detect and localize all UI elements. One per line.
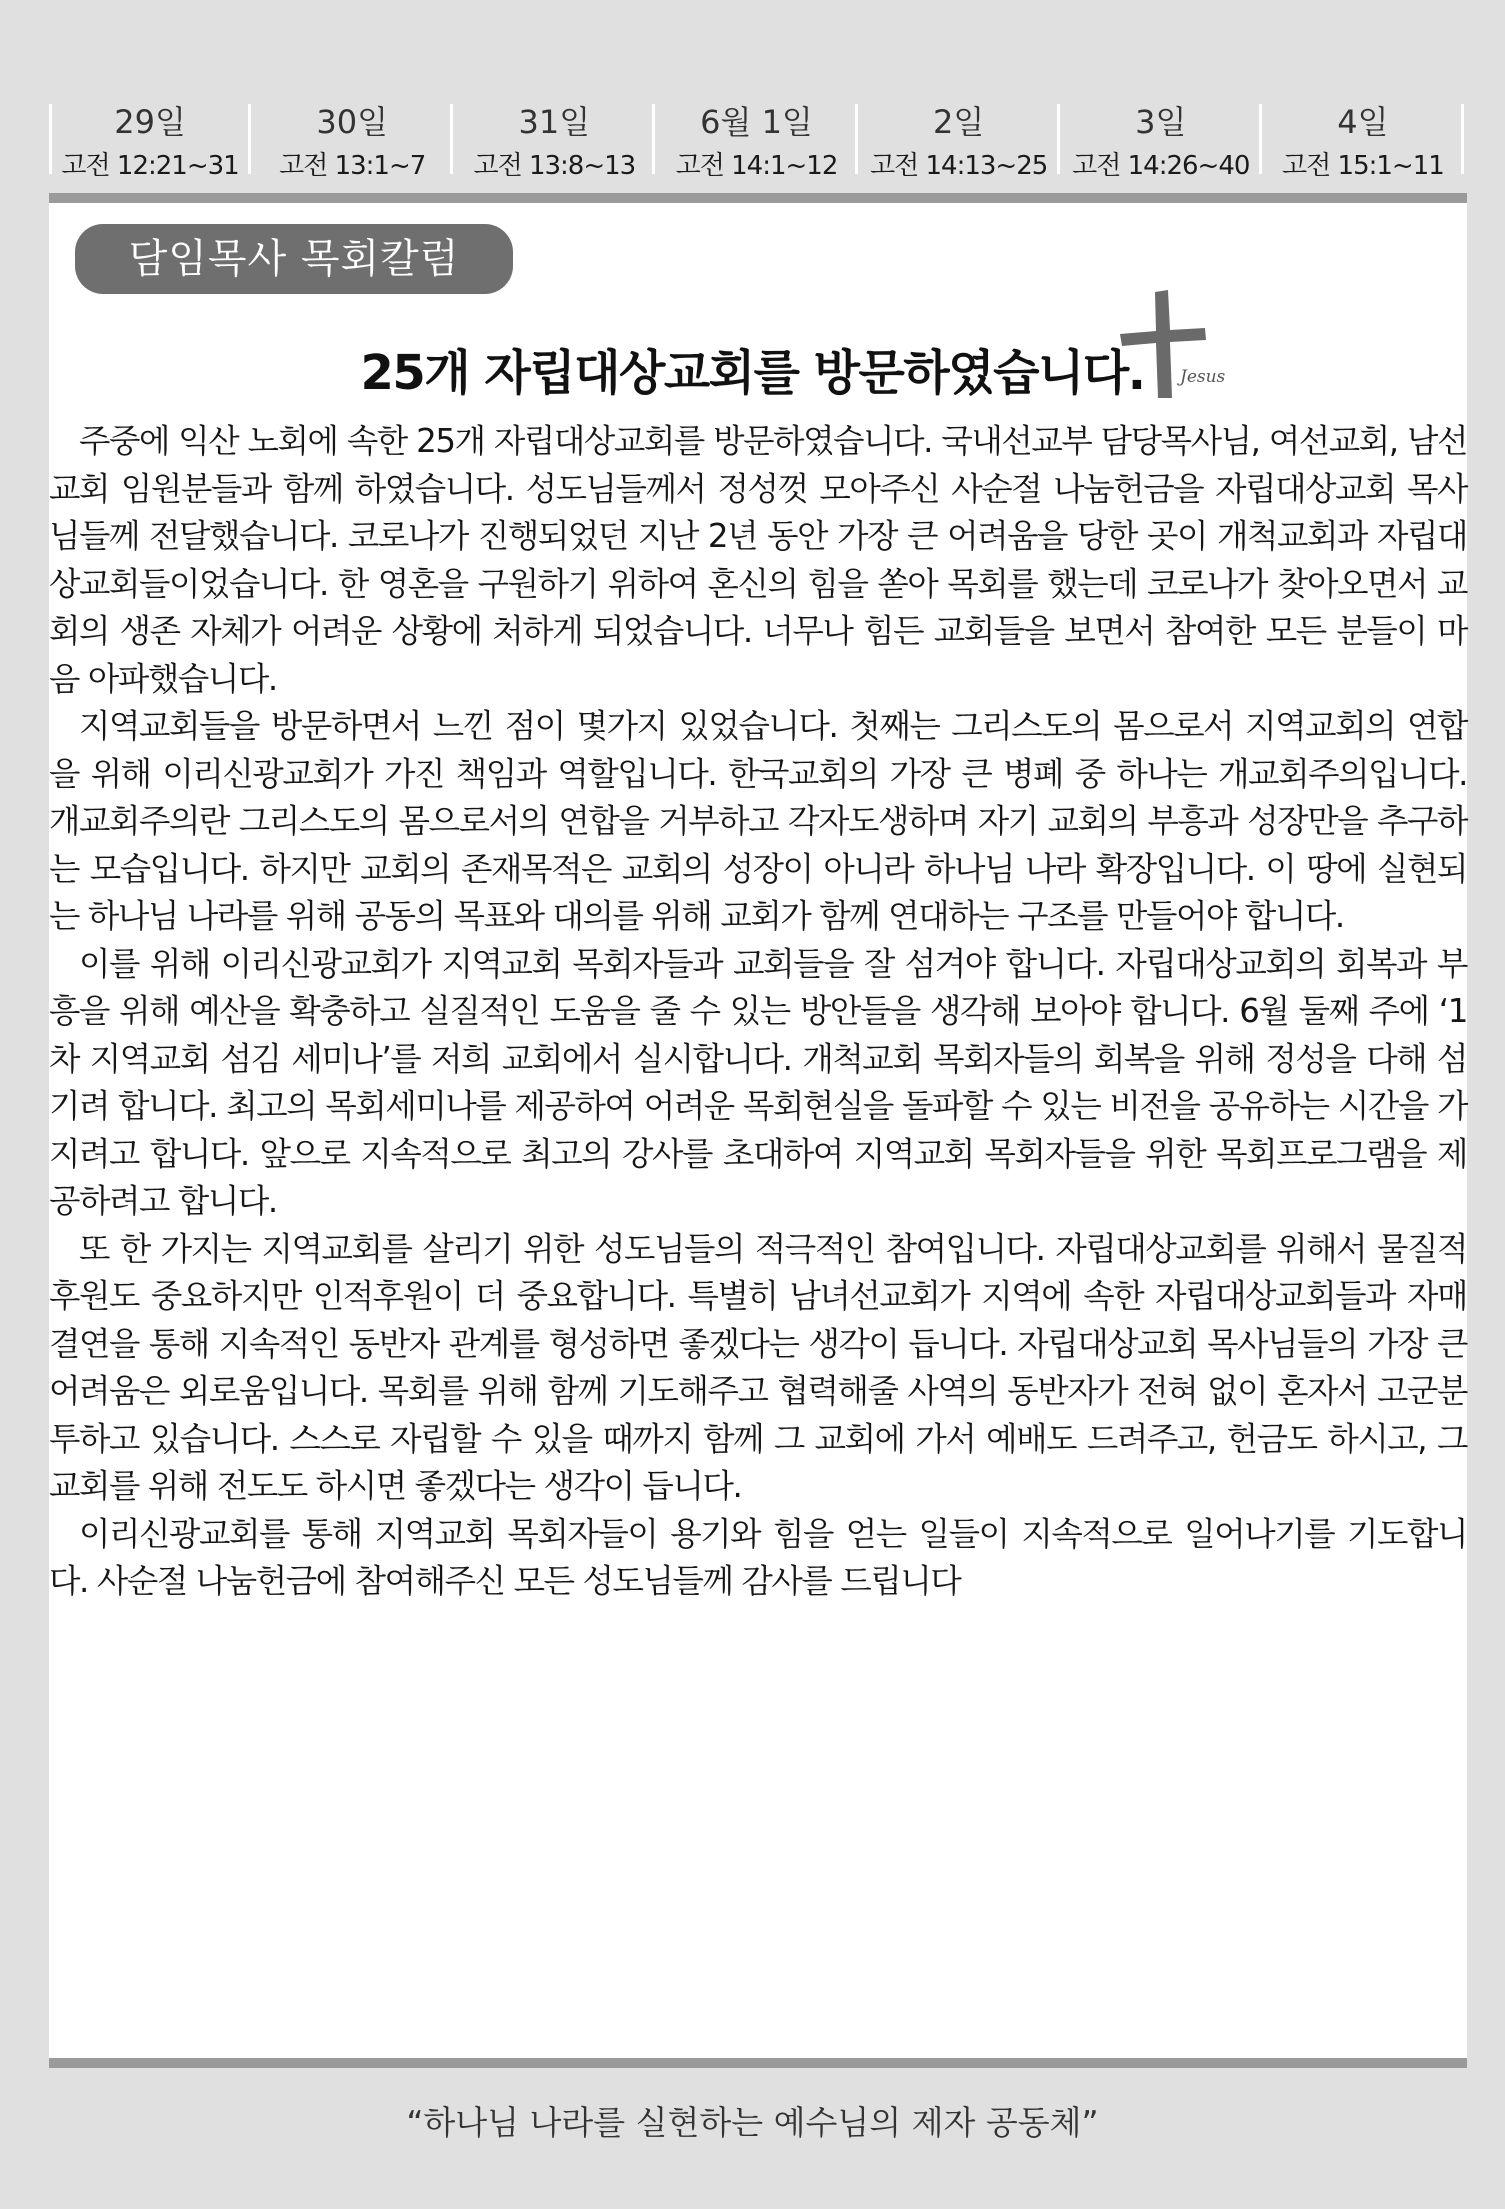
schedule-day-2	[858, 100, 1060, 190]
schedule-day-29	[49, 100, 251, 190]
schedule-reading: 고전 12:21~31	[61, 151, 239, 181]
column-label-badge: 담임목사 목회칼럼	[75, 224, 513, 294]
schedule-date: 4일	[1337, 103, 1389, 141]
footer-motto: “하나님 나라를 실현하는 예수님의 제자 공동체”	[406, 2103, 1099, 2142]
schedule-reading: 고전 14:26~40	[1072, 151, 1250, 181]
paragraph: 이를 위해 이리신광교회가 지역교회 목회자들과 교회들을 잘 섬겨야 합니다. 자립대상교회의 회복과 부흥을 위해 예산을 확충하고 실질적인 도움을 줄 수 있는 방안들을 생각해 보아야 합니다. 6월 둘째 주에 ‘1차 지역교회 섬김 세미나’를 저희 교회에서 실시합니다. 개척교회 목회자들의 회복을 위해 정성을 다해 섬기려 합니다. 최고의 목회세미나를 제공하여 어려운 목회현실을 돌파할 수 있는 비전을 공유하는 시간을 가지려고 합니다. 앞으로 지속적으로 최고의 강사를 초대하여 지역교회 목회자들을 위한 목회프로그램을 제공하려고 합니다.	[49, 944, 1467, 1220]
schedule-reading: 고전 14:13~25	[869, 151, 1048, 181]
reading-schedule	[49, 100, 1464, 190]
schedule-date: 30일	[316, 103, 389, 141]
schedule-reading: 고전 13:8~13	[473, 151, 636, 181]
paragraph: 또 한 가지는 지역교회를 살리기 위한 성도님들의 적극적인 참여입니다. 자립대상교회를 위해서 물질적 후원도 중요하지만 인적후원이 더 중요합니다. 특별히 남녀선교회가 지역에 속한 자립대상교회들과 자매결연을 통해 지속적인 동반자 관계를 형성하면 좋겠다는 생각이 듭니다. 자립대상교회 목사님들의 가장 큰 어려움은 외로움입니다. 목회를 위해 함께 기도해주고 협력해줄 사역의 동반자가 전혀 없이 혼자서 고군분투하고 있습니다. 스스로 자립할 수 있을 때까지 함께 그 교회에 가서 예배도 드려주고, 헌금도 하시고, 그 교회를 위해 전도도 하시면 좋겠다는 생각이 듭니다.	[49, 1229, 1467, 1505]
schedule-day-31	[453, 100, 655, 190]
paragraph: 이리신광교회를 통해 지역교회 목회자들이 용기와 힘을 얻는 일들이 지속적으로 일어나기를 기도합니다. 사순절 나눔헌금에 참여해주신 모든 성도님들께 감사를 드립니다	[49, 1514, 1467, 1600]
schedule-day-june-1	[655, 100, 857, 190]
schedule-date: 29일	[114, 103, 186, 141]
schedule-reading: 고전 14:1~12	[675, 151, 838, 181]
schedule-day-3	[1060, 100, 1262, 190]
schedule-reading: 고전 15:1~11	[1282, 151, 1444, 181]
schedule-date: 6월 1일	[700, 103, 813, 141]
schedule-day-4	[1262, 100, 1464, 190]
schedule-date: 2일	[932, 103, 985, 141]
schedule-divider	[49, 193, 1467, 203]
schedule-day-30	[251, 100, 453, 190]
cross-caption: Jesus	[1180, 367, 1226, 387]
column-title: 25개 자립대상교회를 방문하였습니다.	[360, 345, 1145, 401]
schedule-reading: 고전 13:1~7	[279, 151, 426, 181]
paragraph: 지역교회들을 방문하면서 느낀 점이 몇가지 있었습니다. 첫째는 그리스도의 몸으로서 지역교회의 연합을 위해 이리신광교회가 가진 책임과 역할입니다. 한국교회의 가장 큰 병폐 중 하나는 개교회주의입니다. 개교회주의란 그리스도의 몸으로서의 연합을 거부하고 각자도생하며 자기 교회의 부흥과 성장만을 추구하는 모습입니다. 하지만 교회의 존재목적은 교회의 성장이 아니라 하나님 나라 확장입니다. 이 땅에 실현되는 하나님 나라를 위해 공동의 목표와 대의를 위해 교회가 함께 연대하는 구조를 만들어야 합니다.	[49, 707, 1467, 935]
column-body	[49, 418, 1467, 1606]
cross-icon	[1110, 290, 1250, 400]
schedule-date: 3일	[1135, 103, 1187, 141]
panel-bottom-divider	[49, 2058, 1467, 2068]
schedule-date: 31일	[518, 103, 591, 141]
paragraph: 주중에 익산 노회에 속한 25개 자립대상교회를 방문하였습니다. 국내선교부 담당목사님, 여선교회, 남선교회 임원분들과 함께 하였습니다. 성도님들께서 정성껏 모아주신 사순절 나눔헌금을 자립대상교회 목사님들께 전달했습니다. 코로나가 진행되었던 지난 2년 동안 가장 큰 어려움을 당한 곳이 개척교회과 자립대상교회들이었습니다. 한 영혼을 구원하기 위하여 혼신의 힘을 쏟아 목회를 했는데 코로나가 찾아오면서 교회의 생존 자체가 어려운 상황에 처하게 되었습니다. 너무나 힘든 교회들을 보면서 참여한 모든 분들이 마음 아파했습니다.	[49, 422, 1467, 698]
